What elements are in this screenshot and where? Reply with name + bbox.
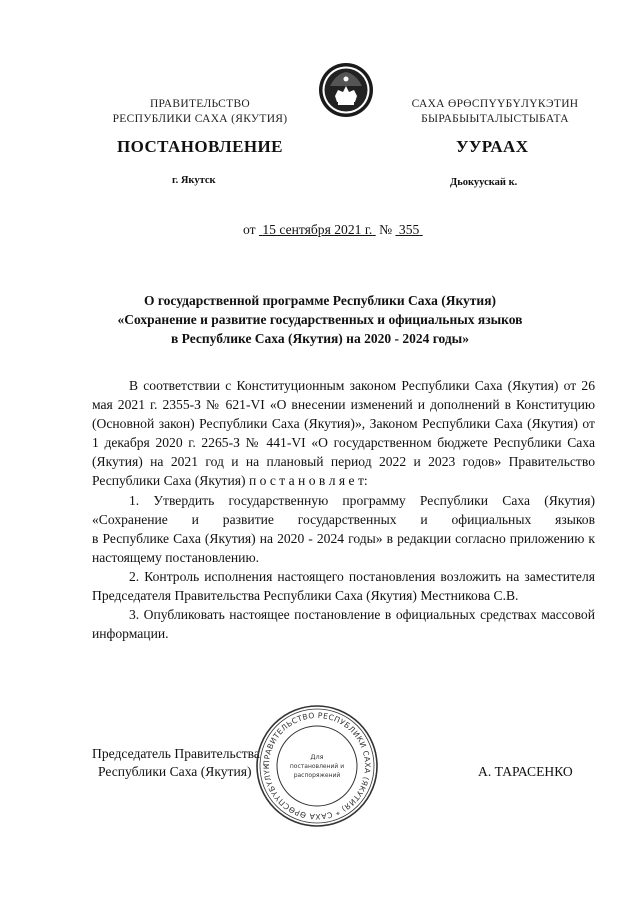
seal-center-line2: постановлений и [289,763,345,770]
signatory-position [92,745,260,781]
decree-heading [40,291,600,348]
date-prefix: от [243,222,256,237]
decree-number: 355 [398,222,420,237]
government-name-sakha-line2: БЫРАБЫЫТАЛЫСТЫБАТА [421,113,569,125]
preamble-paragraph: В соответствии с Конституционным законом Республики Саха (Якутия) от 26 мая 2021 г. 2355-З № 621-VI «О внесении изменений и дополнений в Конституцию (Основной закон) Республики Саха (Якутия)», Законом Республики Саха (Якутия) от 1 декабря 2020 г. 2265-З № 441-VI «О государственном бюджете Республики Саха (Якутия) на 2021 год и на плановый период 2022 и 2023 годов» Правительство Республики Саха (Якутия) п о с т а н о в л я е т: [92,378,595,489]
government-name-ru-line1: ПРАВИТЕЛЬСТВО [149,98,251,110]
coat-of-arms-emblem [318,60,374,120]
government-name-ru-line2: РЕСПУБЛИКИ САХА (ЯКУТИЯ) [112,113,288,125]
decree-body [92,376,595,643]
item-1-rest: в Республике Саха (Якутия) на 2020 - 2024 годы» в редакции согласно приложению к настоящему постановлению. [92,530,595,565]
decree-date-line [243,222,423,238]
heading-line-1: О государственной программе Республики Саха (Якутия) [143,293,497,308]
seal-center-line3: распоряжений [293,772,341,779]
seal-center-line1: Для [310,753,324,761]
item-2-paragraph: 2. Контроль исполнения настоящего постановления возложить на заместителя Председателя Правительства Республики Саха (Якутия) Местникова С.В. [92,568,595,604]
city-ru: г. Якутск [172,175,216,186]
heading-line-2: «Сохранение и развитие государственных и официальных языков [117,312,523,327]
signatory-position-line1: Председатель Правительства [92,746,260,761]
signatory-position-line2: Республики Саха (Якутия) [98,764,252,779]
decree-date: 15 сентября 2021 г. [262,222,373,237]
decree-title-sakha: УУРААХ [456,137,529,156]
item-3-paragraph: 3. Опубликовать настоящее постановление в официальных средствах массовой информации. [92,607,595,642]
signatory-name: А. ТАРАСЕНКО [478,764,573,779]
seal-ring-text: ПРАВИТЕЛЬСТВО РЕСПУБЛИКИ САХА (ЯКУТИЯ) * САХА ӨРӨСПҮҮБҮЛҮК [261,710,373,822]
item-1-line-1: 1. Утвердить государственную программу Республики Саха (Якутия) [129,492,595,508]
government-name-sakha-line1: САХА ӨРӨСПҮҮБҮЛҮКЭТИН [411,98,579,110]
decree-title-ru: ПОСТАНОВЛЕНИЕ [117,137,283,156]
heading-line-3: в Республике Саха (Якутия) на 2020 - 2024 годы» [171,331,469,346]
official-seal-stamp [255,704,379,828]
item-1-line-2: «Сохранение и развитие государственных и официальных языков [92,511,595,527]
city-sakha: Дьокуускай к. [450,177,518,188]
number-sign: № [379,222,393,237]
decides-word: п о с т а н о в л я е т: [248,473,368,489]
